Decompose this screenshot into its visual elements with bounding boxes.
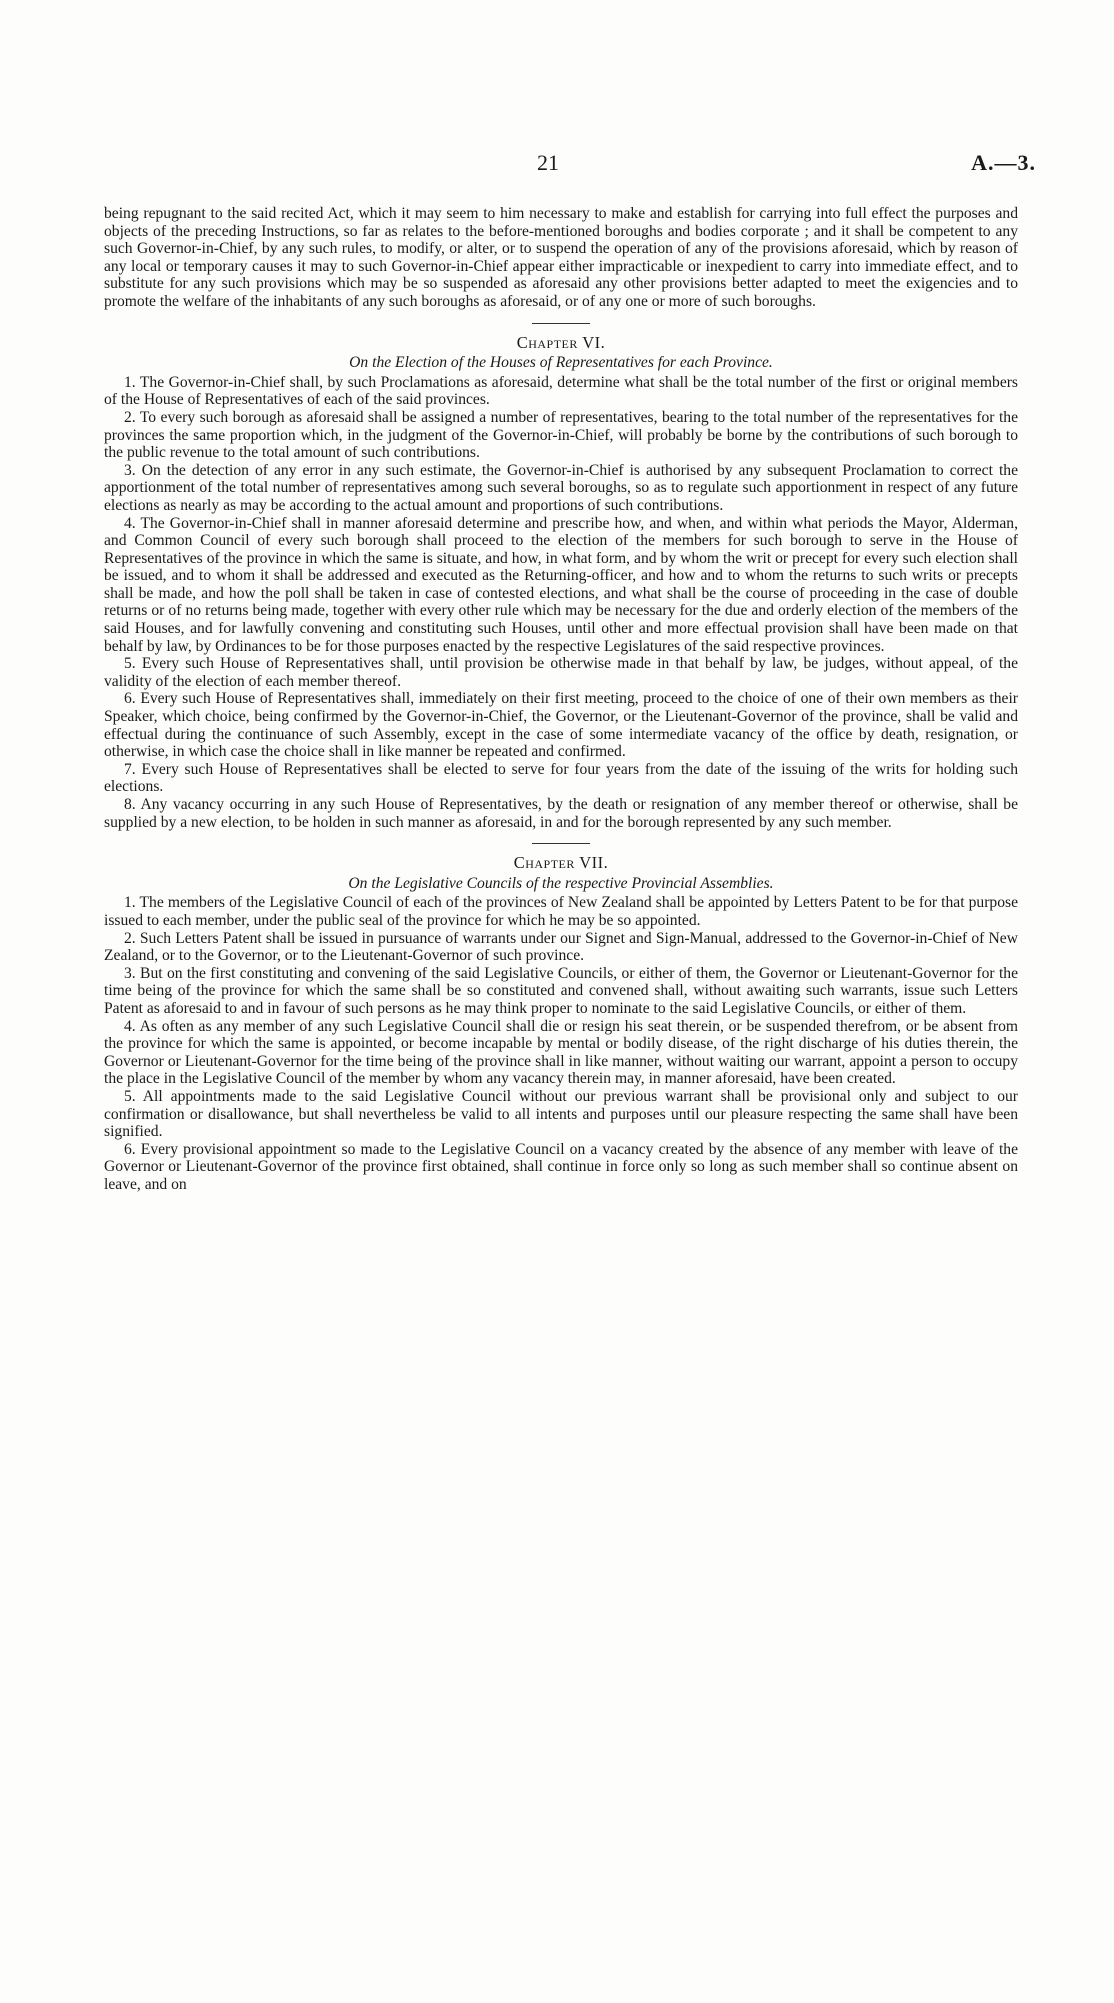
chapter-6-clause-1: 1. The Governor-in-Chief shall, by such Proclamations as aforesaid, determine what shall be the total number of the first or original members of the House of Representatives of each of the said provinces.	[104, 373, 1018, 409]
chapter-6-clause-2: 2. To every such borough as aforesaid shall be assigned a number of representatives, bearing to the total number of the representatives for the provinces the same proportion which, in the judgment of the Governor-in-Chief, will probably be borne by the contributions of such borough to the public revenue to the total amount of such contributions.	[104, 408, 1018, 462]
chapter-7-subtitle: On the Legislative Councils of the respective Provincial Assemblies.	[348, 874, 774, 892]
chapter-7-clause-3: 3. But on the first constituting and convening of the said Legislative Councils, or either of them, the Governor or Lieutenant-Governor for the time being of the province for which the same shall be so constituted and convened shall, without awaiting such warrants, issue such Letters Patent as aforesaid to and in favour of such persons as he may think proper to nominate to the said Legislative Councils, or either of them.	[104, 964, 1018, 1017]
section-divider	[532, 843, 590, 844]
document-reference: A.—3.	[971, 150, 1036, 175]
chapter-7-clause-1: 1. The members of the Legislative Council of each of the provinces of New Zealand shall be appointed by Letters Patent to be for that purpose issued to each member, under the public seal of the province for which he may be so appointed.	[104, 894, 1018, 929]
chapter-6-title: Chapter VI.	[516, 332, 606, 352]
document-body	[104, 205, 1018, 1193]
section-divider	[532, 323, 590, 324]
chapter-6-clause-6: 6. Every such House of Representatives shall, immediately on their first meeting, proceed to the choice of one of their own members as their Speaker, which choice, being confirmed by the Governor-in-Chief, the Governor, or the Lieutenant-Governor of the province, shall be valid and effectual during the continuance of such Assembly, except in the case of some intermediate vacancy of the office by death, resignation, or otherwise, in which case the choice shall in like manner be repeated and confirmed.	[104, 690, 1018, 761]
chapter-7-clause-2: 2. Such Letters Patent shall be issued in pursuance of warrants under our Signet and Sign-Manual, addressed to the Governor-in-Chief of New Zealand, or to the Governor, or to the Lieutenant-Governor of such province.	[104, 929, 1018, 965]
chapter-7-clause-6: 6. Every provisional appointment so made to the Legislative Council on a vacancy created by the absence of any member with leave of the Governor or Lieutenant-Governor of the province first obtained, shall continue in force only so long as such member shall so continue absent on leave, and on	[104, 1140, 1018, 1193]
chapter-6-clause-8: 8. Any vacancy occurring in any such House of Representatives, by the death or resignation of any member thereof or otherwise, shall be supplied by a new election, to be holden in such manner as aforesaid, in and for the borough represented by any such member.	[104, 796, 1018, 831]
chapter-6-subtitle: On the Election of the Houses of Representatives for each Province.	[349, 354, 773, 372]
chapter-6-clause-7: 7. Every such House of Representatives shall be elected to serve for four years from the date of the issuing of the writs for holding such elections.	[104, 760, 1018, 796]
page-number: 21	[537, 150, 559, 175]
chapter-7-title: Chapter VII.	[513, 853, 609, 873]
chapter-7-clause-5: 5. All appointments made to the said Legislative Council without our previous warrant shall be provisional only and subject to our confirmation or disallowance, but shall nevertheless be valid to all intents and purposes until our pleasure respecting the same shall have been signified.	[104, 1087, 1018, 1141]
chapter-6-clause-4: 4. The Governor-in-Chief shall in manner aforesaid determine and prescribe how, and when, and within what periods the Mayor, Alderman, and Common Council of every such borough shall proceed to the election of the members for such borough to serve in the House of Representatives of the province in which the same is situate, and how, in what form, and by whom the writ or precept for every such election shall be issued, and to whom it shall be addressed and executed as the Returning-officer, and how and to whom the returns to such writs or precepts shall be made, and how the poll shall be taken in case of contested elections, and what shall be the course of proceeding in the case of double returns or of no returns being made, together with every other rule which may be necessary for the due and orderly election of the members of the said Houses, and for lawfully convening and constituting such Houses, until other and more effectual provision shall have been made on that behalf by law, by Ordinances to be for those purposes enacted by the respective Legislatures of the said respective provinces.	[104, 514, 1018, 655]
intro-paragraph: being repugnant to the said recited Act, which it may seem to him necessary to make and establish for carrying into full effect the purposes and objects of the preceding Instructions, so far as relates to the before-mentioned boroughs and bodies corporate ; and it shall be competent to any such Governor-in-Chief, by any such rules, to modify, or alter, or to suspend the operation of any of the provisions aforesaid, which by reason of any local or temporary causes it may to such Governor-in-Chief appear either impracticable or inexpedient to carry into immediate effect, and to substitute for any such provisions which may be so suspended as aforesaid any other provisions better adapted to meet the exigencies and to promote the welfare of the inhabitants of any such boroughs as aforesaid, or of any one or more of such boroughs.	[104, 205, 1018, 310]
chapter-6-clause-5: 5. Every such House of Representatives shall, until provision be otherwise made in that behalf by law, be judges, without appeal, of the validity of the election of each member thereof.	[104, 655, 1018, 690]
page-header	[0, 150, 1114, 184]
chapter-7-clause-4: 4. As often as any member of any such Legislative Council shall die or resign his seat therein, or be suspended therefrom, or be absent from the province for which the same is appointed, or become incapable by mental or bodily disease, of the right discharge of his duties therein, the Governor or Lieutenant-Governor for the time being of the province shall in like manner, without waiting our warrant, appoint a person to occupy the place in the Legislative Council of the member by whom any vacancy therein may, in manner aforesaid, have been created.	[104, 1017, 1018, 1088]
chapter-6-clause-3: 3. On the detection of any error in any such estimate, the Governor-in-Chief is authorised by any subsequent Proclamation to correct the apportionment of the total number of representatives among such several boroughs, so as to regulate such apportionment in respect of any future elections as nearly as may be according to the actual amount and proportions of such contributions.	[104, 461, 1018, 514]
